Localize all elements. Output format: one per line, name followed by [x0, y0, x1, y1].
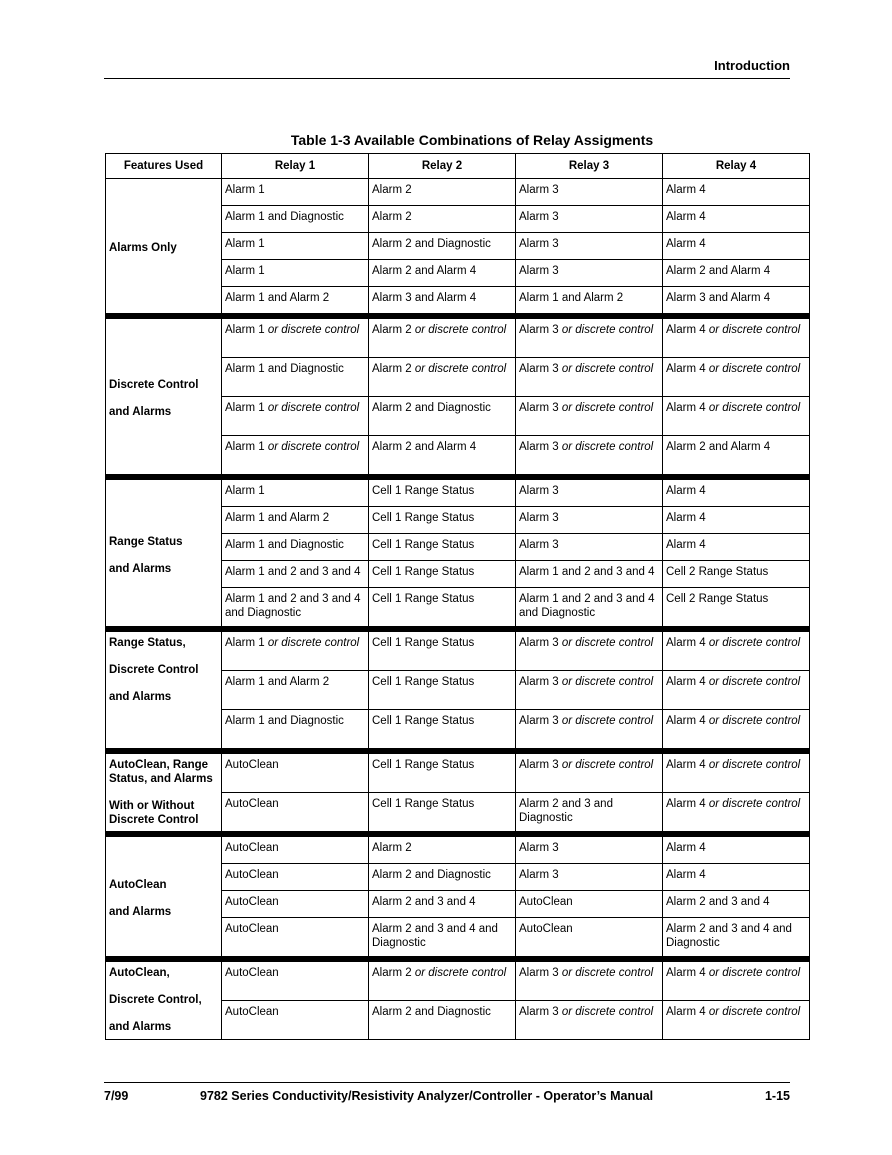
features-used-cell [106, 316, 222, 477]
relay-4-cell: Alarm 4 or discrete control [663, 751, 810, 793]
relay-4-cell: Alarm 4 [663, 179, 810, 206]
relay-2-cell: Cell 1 Range Status [369, 793, 516, 835]
relay-4-cell: Alarm 4 [663, 864, 810, 891]
relay-2-cell: Alarm 2 and Diagnostic [369, 233, 516, 260]
relay-4-cell: Alarm 4 or discrete control [663, 959, 810, 1001]
relay-2-cell: Alarm 2 and Alarm 4 [369, 260, 516, 287]
relay-3-cell: Alarm 3 [516, 507, 663, 534]
relay-3-cell: Alarm 3 [516, 534, 663, 561]
table-header-row [106, 154, 810, 179]
relay-3-cell: Alarm 3 [516, 233, 663, 260]
relay-2-cell: Cell 1 Range Status [369, 507, 516, 534]
relay-2-cell: Cell 1 Range Status [369, 588, 516, 630]
feature-label: Alarms Only [109, 242, 177, 254]
relay-1-cell: Alarm 1 [222, 233, 369, 260]
relay-1-cell: AutoClean [222, 834, 369, 864]
relay-4-cell: Alarm 4 or discrete control [663, 397, 810, 436]
relay-4-cell: Alarm 4 [663, 477, 810, 507]
column-header: Features Used [106, 154, 222, 179]
relay-2-cell: Alarm 3 and Alarm 4 [369, 287, 516, 317]
relay-4-cell: Alarm 4 or discrete control [663, 793, 810, 835]
column-header: Relay 4 [663, 154, 810, 179]
feature-label: Range Status, [109, 637, 186, 649]
relay-2-cell: Alarm 2 and 3 and 4 and Diagnostic [369, 918, 516, 960]
relay-1-cell: Alarm 1 or discrete control [222, 436, 369, 478]
relay-4-cell: Alarm 4 [663, 507, 810, 534]
relay-4-cell: Alarm 2 and Alarm 4 [663, 436, 810, 478]
table-row [106, 316, 810, 358]
table-row [106, 477, 810, 507]
relay-4-cell: Cell 2 Range Status [663, 561, 810, 588]
feature-label: Range Status [109, 535, 183, 548]
relay-1-cell: AutoClean [222, 1001, 369, 1040]
relay-3-cell: Alarm 1 and 2 and 3 and 4 and Diagnostic [516, 588, 663, 630]
relay-1-cell: Alarm 1 and Alarm 2 [222, 671, 369, 710]
column-header: Relay 3 [516, 154, 663, 179]
relay-3-cell: AutoClean [516, 918, 663, 960]
feature-label: Discrete Control [109, 379, 199, 391]
footer-date: 7/99 [104, 1089, 129, 1103]
relay-2-cell: Cell 1 Range Status [369, 710, 516, 752]
relay-1-cell: Alarm 1 and Alarm 2 [222, 287, 369, 317]
relay-2-cell: Alarm 2 or discrete control [369, 358, 516, 397]
relay-4-cell: Alarm 4 or discrete control [663, 316, 810, 358]
relay-4-cell: Alarm 2 and Alarm 4 [663, 260, 810, 287]
relay-1-cell: Alarm 1 [222, 260, 369, 287]
relay-2-cell: Alarm 2 and Diagnostic [369, 397, 516, 436]
relay-4-cell: Alarm 4 [663, 534, 810, 561]
feature-label: and Alarms [109, 691, 172, 703]
relay-2-cell: Alarm 2 [369, 179, 516, 206]
relay-2-cell: Cell 1 Range Status [369, 671, 516, 710]
relay-1-cell: Alarm 1 and Diagnostic [222, 534, 369, 561]
relay-3-cell: Alarm 3 or discrete control [516, 959, 663, 1001]
feature-label: and Alarms [109, 1021, 172, 1033]
relay-1-cell: AutoClean [222, 751, 369, 793]
table-body [106, 179, 810, 1040]
feature-label: and Alarms [109, 406, 172, 418]
relay-3-cell: Alarm 1 and 2 and 3 and 4 [516, 561, 663, 588]
relay-2-cell: Cell 1 Range Status [369, 751, 516, 793]
table-row [106, 629, 810, 671]
relay-3-cell: Alarm 3 or discrete control [516, 751, 663, 793]
relay-2-cell: Cell 1 Range Status [369, 561, 516, 588]
relay-4-cell: Cell 2 Range Status [663, 588, 810, 630]
feature-label: Discrete Control, [109, 994, 202, 1006]
relay-3-cell: Alarm 3 [516, 206, 663, 233]
page-footer [104, 1082, 790, 1103]
section-title: Introduction [714, 58, 790, 73]
relay-1-cell: AutoClean [222, 959, 369, 1001]
features-used-cell [106, 477, 222, 629]
feature-label: With or Without Discrete Control [109, 800, 199, 826]
relay-1-cell: Alarm 1 and Diagnostic [222, 710, 369, 752]
features-used-cell [106, 834, 222, 959]
relay-1-cell: AutoClean [222, 793, 369, 835]
relay-1-cell: AutoClean [222, 864, 369, 891]
feature-label: AutoClean [109, 879, 167, 891]
relay-1-cell: AutoClean [222, 891, 369, 918]
relay-2-cell: Alarm 2 or discrete control [369, 959, 516, 1001]
relay-2-cell: Cell 1 Range Status [369, 629, 516, 671]
column-header: Relay 1 [222, 154, 369, 179]
relay-2-cell: Alarm 2 and 3 and 4 [369, 891, 516, 918]
relay-4-cell: Alarm 2 and 3 and 4 and Diagnostic [663, 918, 810, 960]
relay-3-cell: Alarm 3 or discrete control [516, 629, 663, 671]
relay-1-cell: Alarm 1 or discrete control [222, 397, 369, 436]
running-header [104, 58, 790, 79]
relay-2-cell: Alarm 2 and Alarm 4 [369, 436, 516, 478]
relay-4-cell: Alarm 4 [663, 834, 810, 864]
relay-1-cell: AutoClean [222, 918, 369, 960]
relay-2-cell: Cell 1 Range Status [369, 477, 516, 507]
relay-1-cell: Alarm 1 and Diagnostic [222, 358, 369, 397]
relay-4-cell: Alarm 4 or discrete control [663, 358, 810, 397]
relay-3-cell: Alarm 3 [516, 834, 663, 864]
relay-4-cell: Alarm 4 [663, 206, 810, 233]
relay-4-cell: Alarm 4 or discrete control [663, 629, 810, 671]
relay-3-cell: Alarm 3 or discrete control [516, 710, 663, 752]
relay-3-cell: Alarm 2 and 3 and Diagnostic [516, 793, 663, 835]
relay-1-cell: Alarm 1 or discrete control [222, 629, 369, 671]
relay-3-cell: Alarm 3 or discrete control [516, 1001, 663, 1040]
relay-2-cell: Cell 1 Range Status [369, 534, 516, 561]
relay-1-cell: Alarm 1 [222, 179, 369, 206]
relay-combinations-table [105, 153, 810, 1040]
relay-3-cell: Alarm 3 or discrete control [516, 436, 663, 478]
relay-3-cell: Alarm 3 [516, 477, 663, 507]
table-row [106, 751, 810, 793]
footer-page-number: 1-15 [764, 1089, 790, 1103]
column-header: Relay 2 [369, 154, 516, 179]
relay-3-cell: Alarm 3 [516, 260, 663, 287]
relay-1-cell: Alarm 1 [222, 477, 369, 507]
feature-label: Discrete Control [109, 664, 199, 676]
table-row [106, 959, 810, 1001]
relay-2-cell: Alarm 2 or discrete control [369, 316, 516, 358]
table-row [106, 834, 810, 864]
relay-3-cell: Alarm 3 or discrete control [516, 358, 663, 397]
relay-4-cell: Alarm 2 and 3 and 4 [663, 891, 810, 918]
features-used-cell [106, 179, 222, 317]
relay-3-cell: Alarm 3 or discrete control [516, 671, 663, 710]
features-used-cell [106, 751, 222, 834]
relay-4-cell: Alarm 4 or discrete control [663, 710, 810, 752]
relay-1-cell: Alarm 1 and 2 and 3 and 4 and Diagnostic [222, 588, 369, 630]
feature-label: and Alarms [109, 562, 172, 575]
relay-2-cell: Alarm 2 and Diagnostic [369, 1001, 516, 1040]
table-title: Table 1-3 Available Combinations of Relay Assigments [290, 132, 654, 148]
relay-2-cell: Alarm 2 [369, 834, 516, 864]
footer-manual-title: 9782 Series Conductivity/Resistivity Analyzer/Controller - Operator’s Manual [200, 1089, 654, 1103]
relay-3-cell: Alarm 1 and Alarm 2 [516, 287, 663, 317]
features-used-cell [106, 959, 222, 1040]
relay-1-cell: Alarm 1 and 2 and 3 and 4 [222, 561, 369, 588]
relay-4-cell: Alarm 3 and Alarm 4 [663, 287, 810, 317]
relay-4-cell: Alarm 4 or discrete control [663, 1001, 810, 1040]
table-row [106, 179, 810, 206]
feature-label: and Alarms [109, 906, 172, 918]
relay-3-cell: Alarm 3 [516, 864, 663, 891]
relay-4-cell: Alarm 4 [663, 233, 810, 260]
relay-3-cell: Alarm 3 or discrete control [516, 316, 663, 358]
relay-3-cell: Alarm 3 or discrete control [516, 397, 663, 436]
relay-2-cell: Alarm 2 and Diagnostic [369, 864, 516, 891]
relay-3-cell: Alarm 3 [516, 179, 663, 206]
feature-label: AutoClean, [109, 967, 170, 979]
features-used-cell [106, 629, 222, 751]
relay-3-cell: AutoClean [516, 891, 663, 918]
relay-4-cell: Alarm 4 or discrete control [663, 671, 810, 710]
relay-1-cell: Alarm 1 and Diagnostic [222, 206, 369, 233]
relay-1-cell: Alarm 1 or discrete control [222, 316, 369, 358]
relay-1-cell: Alarm 1 and Alarm 2 [222, 507, 369, 534]
relay-2-cell: Alarm 2 [369, 206, 516, 233]
feature-label: AutoClean, Range Status, and Alarms [109, 759, 213, 785]
